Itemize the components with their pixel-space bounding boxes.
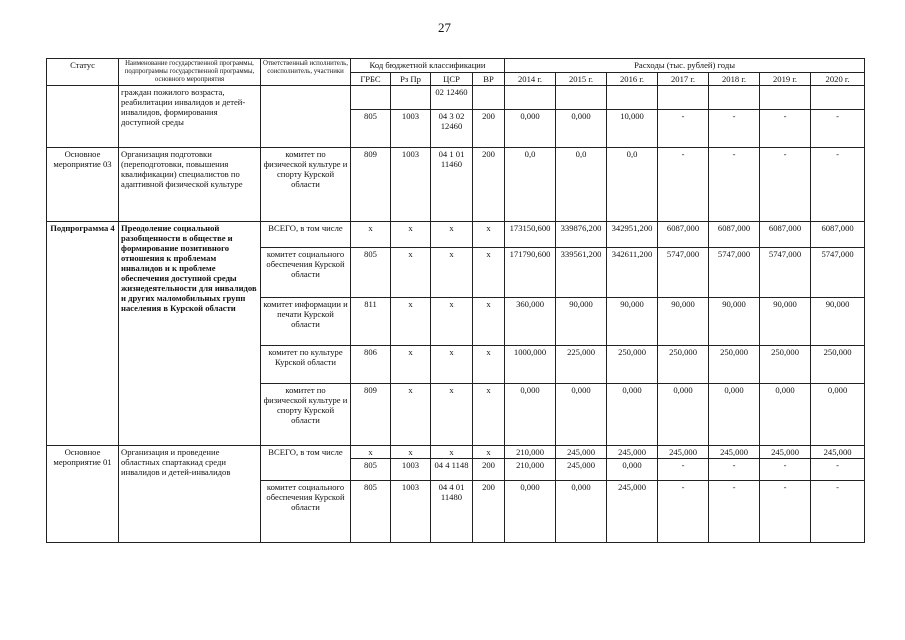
responsible-cell: комитет по физической культуре и спорту Курской области <box>261 384 351 446</box>
page-number: 27 <box>438 20 451 35</box>
value-cell: 342611,200 <box>607 248 658 298</box>
responsible-cell: ВСЕГО, в том числе <box>261 222 351 248</box>
value-cell: 5747,000 <box>709 248 760 298</box>
grbs-cell: х <box>351 446 391 459</box>
value-cell: 90,000 <box>556 298 607 346</box>
value-cell: 171790,600 <box>505 248 556 298</box>
header-year: 2019 г. <box>760 72 811 86</box>
rzpr-cell: х <box>391 222 431 248</box>
value-cell: 0,000 <box>505 110 556 148</box>
header-grbs: ГРБС <box>351 72 391 86</box>
value-cell: 225,000 <box>556 346 607 384</box>
rzpr-cell: х <box>391 298 431 346</box>
vr-cell: 200 <box>473 481 505 543</box>
value-cell: 245,000 <box>709 446 760 459</box>
value-cell: 5747,000 <box>811 248 865 298</box>
csr-cell: 04 4 1148 <box>431 459 473 481</box>
value-cell: 245,000 <box>556 446 607 459</box>
rzpr-cell: 1003 <box>391 459 431 481</box>
vr-cell: 200 <box>473 148 505 222</box>
value-cell: - <box>760 148 811 222</box>
header-year: 2014 г. <box>505 72 556 86</box>
grbs-cell: х <box>351 222 391 248</box>
value-cell: 10,000 <box>607 110 658 148</box>
csr-cell: 04 3 02 12460 <box>431 110 473 148</box>
rzpr-cell: х <box>391 248 431 298</box>
grbs-cell: 805 <box>351 459 391 481</box>
cont-name: граждан пожилого возраста, реабилитации инвалидов и детей-инвалидов, формирования доступной среды <box>119 86 261 148</box>
value-cell: 0,0 <box>505 148 556 222</box>
value-cell: 0,000 <box>505 384 556 446</box>
value-cell: 0,000 <box>556 384 607 446</box>
value-cell: 90,000 <box>811 298 865 346</box>
value-cell: - <box>658 459 709 481</box>
responsible-cell: комитет социального обеспечения Курской области <box>261 248 351 298</box>
value-cell: - <box>709 481 760 543</box>
table-row <box>47 446 865 459</box>
header-name: Наименование государственной программы, подпрограммы государственной программы, основного мероприятия <box>119 59 261 86</box>
value-cell: 90,000 <box>607 298 658 346</box>
vr-cell: 200 <box>473 110 505 148</box>
value-cell: 0,000 <box>556 481 607 543</box>
rzpr-cell: 1003 <box>391 110 431 148</box>
value-cell: 0,000 <box>709 384 760 446</box>
value-cell: 0,0 <box>607 148 658 222</box>
csr-cell: х <box>431 446 473 459</box>
table-row <box>47 86 865 110</box>
vr-cell: х <box>473 248 505 298</box>
csr-cell: 04 4 01 11480 <box>431 481 473 543</box>
header-budget-code: Код бюджетной классификации <box>351 59 505 73</box>
value-cell: 245,000 <box>760 446 811 459</box>
rzpr-cell: 1003 <box>391 148 431 222</box>
value-cell: 0,000 <box>760 384 811 446</box>
vr-cell: х <box>473 298 505 346</box>
value-cell: 250,000 <box>760 346 811 384</box>
budget-table <box>46 58 865 543</box>
value-cell: 0,000 <box>607 384 658 446</box>
value-cell: 245,000 <box>811 446 865 459</box>
csr-cell: х <box>431 384 473 446</box>
value-cell: 90,000 <box>709 298 760 346</box>
value-cell: 342951,200 <box>607 222 658 248</box>
csr-cell: х <box>431 248 473 298</box>
value-cell: - <box>658 481 709 543</box>
header-year: 2020 г. <box>811 72 865 86</box>
vr-cell: х <box>473 384 505 446</box>
rzpr-cell: х <box>391 446 431 459</box>
value-cell: 5747,000 <box>658 248 709 298</box>
value-cell: - <box>760 110 811 148</box>
value-cell: 250,000 <box>709 346 760 384</box>
csr-cell: х <box>431 346 473 384</box>
measure-name: Организация и проведение областных спартакиад среди инвалидов и детей-инвалидов <box>119 446 261 543</box>
value-cell: 250,000 <box>811 346 865 384</box>
measure-name: Организация подготовки (переподготовки, повышения квалификации) специалистов по адаптивной физической культуре <box>119 148 261 222</box>
value-cell: 6087,000 <box>811 222 865 248</box>
status-cell: Основное мероприятие 03 <box>47 148 119 222</box>
responsible-cell: комитет по физической культуре и спорту Курской области <box>261 148 351 222</box>
responsible-cell: комитет социального обеспечения Курской области <box>261 481 351 543</box>
value-cell: 339561,200 <box>556 248 607 298</box>
table-row <box>47 148 865 222</box>
responsible-cell: комитет информации и печати Курской области <box>261 298 351 346</box>
header-responsible: Ответственный исполнитель, соисполнитель, участники <box>261 59 351 86</box>
grbs-cell: 805 <box>351 110 391 148</box>
header-status: Статус <box>47 59 119 86</box>
value-cell: 6087,000 <box>658 222 709 248</box>
grbs-cell: 805 <box>351 481 391 543</box>
grbs-cell: 809 <box>351 384 391 446</box>
value-cell: - <box>811 148 865 222</box>
csr-cell: х <box>431 222 473 248</box>
header-year: 2017 г. <box>658 72 709 86</box>
value-cell: - <box>811 459 865 481</box>
value-cell: 0,000 <box>607 459 658 481</box>
value-cell: 173150,600 <box>505 222 556 248</box>
header-row-1 <box>47 59 865 73</box>
value-cell: 250,000 <box>658 346 709 384</box>
status-cell: Основное мероприятие 01 <box>47 446 119 543</box>
value-cell: 245,000 <box>556 459 607 481</box>
grbs-cell: 809 <box>351 148 391 222</box>
header-year: 2018 г. <box>709 72 760 86</box>
value-cell: - <box>760 481 811 543</box>
grbs-cell: 806 <box>351 346 391 384</box>
value-cell: 5747,000 <box>760 248 811 298</box>
grbs-cell: 811 <box>351 298 391 346</box>
value-cell: 210,000 <box>505 459 556 481</box>
value-cell: 245,000 <box>607 481 658 543</box>
value-cell: 0,000 <box>505 481 556 543</box>
value-cell: - <box>658 110 709 148</box>
csr-cell: 04 1 01 11460 <box>431 148 473 222</box>
value-cell: - <box>760 459 811 481</box>
value-cell: - <box>811 110 865 148</box>
status-cell: Подпрограмма 4 <box>47 222 119 446</box>
cont-csr: 02 12460 <box>431 86 473 110</box>
rzpr-cell: х <box>391 384 431 446</box>
value-cell: 0,000 <box>658 384 709 446</box>
value-cell: 90,000 <box>658 298 709 346</box>
responsible-cell: ВСЕГО, в том числе <box>261 446 351 481</box>
value-cell: 245,000 <box>658 446 709 459</box>
responsible-cell: комитет по культуре Курской области <box>261 346 351 384</box>
header-expenses: Расходы (тыс. рублей) годы <box>505 59 865 73</box>
value-cell: 339876,200 <box>556 222 607 248</box>
csr-cell: х <box>431 298 473 346</box>
value-cell: - <box>658 148 709 222</box>
table-row <box>47 222 865 248</box>
value-cell: 360,000 <box>505 298 556 346</box>
value-cell: - <box>811 481 865 543</box>
value-cell: 90,000 <box>760 298 811 346</box>
value-cell: 0,0 <box>556 148 607 222</box>
value-cell: 6087,000 <box>709 222 760 248</box>
value-cell: - <box>709 148 760 222</box>
value-cell: 245,000 <box>607 446 658 459</box>
header-year: 2016 г. <box>607 72 658 86</box>
value-cell: 210,000 <box>505 446 556 459</box>
vr-cell: х <box>473 222 505 248</box>
value-cell: 250,000 <box>607 346 658 384</box>
header-year: 2015 г. <box>556 72 607 86</box>
value-cell: - <box>709 110 760 148</box>
subprogram-name: Преодоление социальной разобщенности в обществе и формирование позитивного отношения к проблемам инвалидов и к проблеме обеспечения доступной среды жизнедеятельности для инвалидов и других маломобильных групп населения в Курской области <box>119 222 261 446</box>
rzpr-cell: 1003 <box>391 481 431 543</box>
value-cell: 0,000 <box>556 110 607 148</box>
value-cell: 1000,000 <box>505 346 556 384</box>
header-vr: ВР <box>473 72 505 86</box>
vr-cell: х <box>473 346 505 384</box>
rzpr-cell: х <box>391 346 431 384</box>
vr-cell: х <box>473 446 505 459</box>
value-cell: 0,000 <box>811 384 865 446</box>
vr-cell: 200 <box>473 459 505 481</box>
value-cell: - <box>709 459 760 481</box>
grbs-cell: 805 <box>351 248 391 298</box>
header-rzpr: Рз Пр <box>391 72 431 86</box>
header-csr: ЦСР <box>431 72 473 86</box>
value-cell: 6087,000 <box>760 222 811 248</box>
